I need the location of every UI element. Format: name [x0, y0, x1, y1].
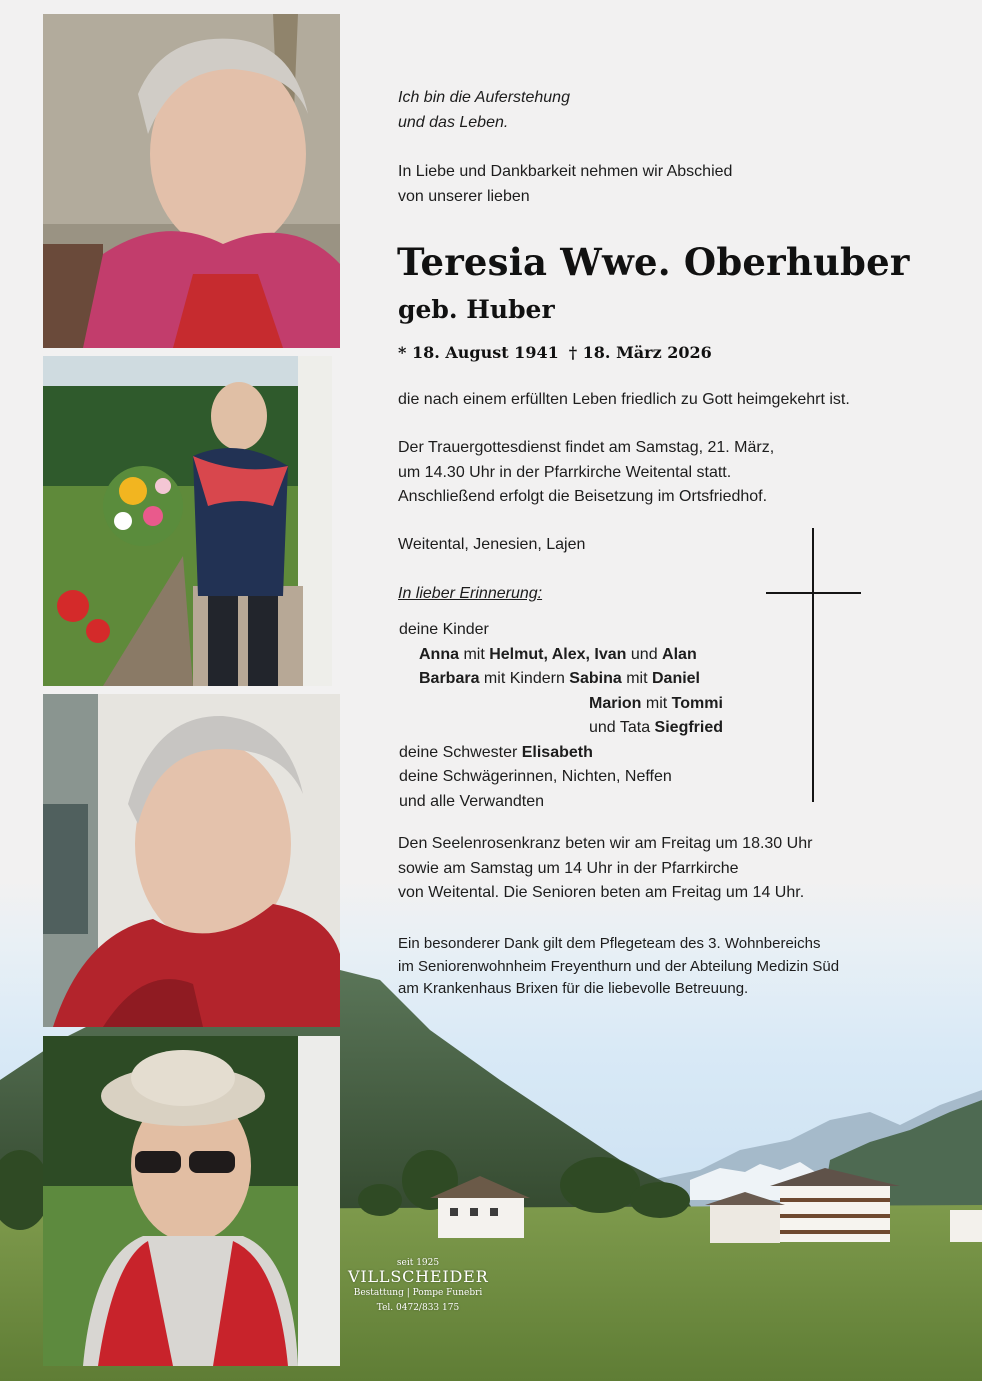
bible-quote: [398, 86, 570, 135]
in-laws-row: deine Schwägerinnen, Nichten, Neffen: [399, 768, 672, 785]
mourner-row: und Tata Siegfried: [589, 719, 724, 736]
quote-line: und das Leben.: [398, 113, 509, 131]
portrait-photo-1: [43, 14, 340, 348]
rosary-line: von Weitental. Die Senioren beten am Freitag um 14 Uhr.: [398, 884, 805, 901]
funeral-home-logo: [348, 1258, 488, 1316]
farewell-intro: [398, 160, 732, 209]
service-line: um 14.30 Uhr in der Pfarrkirche Weitental statt.: [398, 463, 732, 481]
rosary-line: Den Seelenrosenkranz beten wir am Freitag um 18.30 Uhr: [398, 835, 813, 852]
logo-since: seit 1925: [396, 1258, 440, 1268]
life-dates: [398, 343, 712, 362]
places: Weitental, Jenesien, Lajen: [398, 536, 586, 553]
logo-services: Bestattung | Pompe Funebri: [353, 1288, 483, 1298]
portrait-photo-2: [43, 356, 332, 686]
mourner-row: Marion mit Tommi: [589, 694, 723, 712]
service-line: Der Trauergottesdienst findet am Samstag, 21. März,: [398, 439, 775, 456]
sister-row: deine Schwester Elisabeth: [399, 743, 593, 761]
thanks-line: im Seniorenwohnheim Freyenthurn und der Abteilung Medizin Süd: [398, 957, 840, 975]
thanks-note: [398, 933, 839, 1001]
thanks-line: Ein besonderer Dank gilt dem Pflegeteam des 3. Wohnbereichs: [398, 935, 821, 952]
rosary-line: sowie am Samstag um 14 Uhr in der Pfarrkirche: [398, 859, 739, 877]
cross-icon-bar: [766, 592, 861, 594]
rosary-info: [398, 832, 812, 906]
logo-phone: Tel. 0472/833 175: [376, 1303, 460, 1313]
portrait-photo-4: [43, 1036, 340, 1366]
birth-date: * 18. August 1941: [398, 343, 559, 362]
passed-text: die nach einem erfüllten Leben friedlich zu Gott heimgekehrt ist.: [398, 391, 850, 408]
intro-line: von unserer lieben: [398, 187, 530, 205]
death-date: † 18. März 2026: [568, 343, 712, 362]
intro-line: In Liebe und Dankbarkeit nehmen wir Abschied: [398, 163, 733, 180]
mourner-row: Barbara mit Kindern Sabina mit Daniel: [419, 670, 700, 687]
children-label: deine Kinder: [399, 621, 489, 638]
thanks-line: am Krankenhaus Brixen für die liebevolle Betreuung.: [398, 980, 749, 997]
portrait-photo-3: [43, 694, 340, 1027]
memory-heading: In lieber Erinnerung:: [398, 585, 543, 602]
quote-line: Ich bin die Auferstehung: [398, 89, 570, 106]
cross-icon: [812, 528, 814, 802]
deceased-name: Teresia Wwe. Oberhuber: [397, 240, 910, 284]
relatives-row: und alle Verwandten: [399, 792, 544, 810]
funeral-service-info: [398, 436, 774, 510]
mourners-list: [399, 618, 723, 814]
mourner-row: Anna mit Helmut, Alex, Ivan und Alan: [419, 645, 697, 663]
service-line: Anschließend erfolgt die Beisetzung im Ortsfriedhof.: [398, 488, 768, 505]
maiden-name: geb. Huber: [398, 295, 555, 324]
logo-name: VILLSCHEIDER: [348, 1267, 489, 1286]
